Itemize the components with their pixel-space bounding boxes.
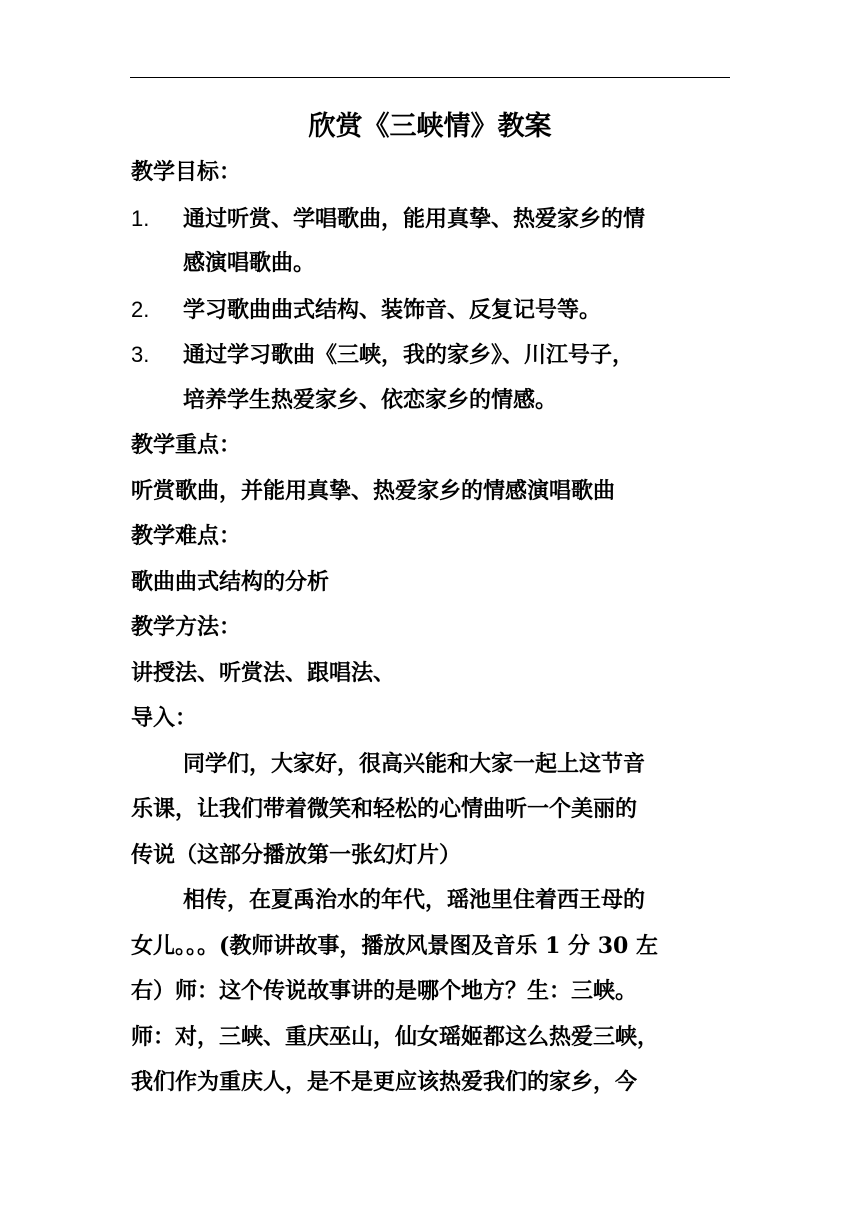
- intro-line: 乐课，让我们带着微笑和轻松的心情曲听一个美丽的: [131, 796, 638, 822]
- objectives-heading: 教学目标：: [131, 159, 242, 185]
- intro-line: 我们作为重庆人，是不是更应该热爱我们的家乡，今: [131, 1069, 638, 1095]
- document-title: 欣赏《三峡情》教案: [308, 111, 552, 142]
- intro-heading: 导入：: [131, 705, 198, 731]
- objective-number: 3.: [131, 342, 150, 367]
- objective-text: 通过学习歌曲《三峡，我的家乡》、川江号子，: [183, 342, 635, 368]
- header-rule: [130, 77, 730, 78]
- key-point-heading: 教学重点：: [131, 432, 242, 458]
- method-heading: 教学方法：: [131, 614, 242, 640]
- document-body: [131, 150, 731, 1106]
- objective-number: 2.: [131, 296, 150, 322]
- difficulty-text: 歌曲曲式结构的分析: [131, 568, 330, 595]
- objective-item-3-continuation: 培养学生热爱家乡、依恋家乡的情感。: [183, 386, 558, 413]
- intro-line: 女儿。。。(教师讲故事，播放风景图及音乐 1 分 30 左: [131, 932, 658, 959]
- objective-item-2: [131, 287, 731, 333]
- intro-line: 相传，在夏禹治水的年代，瑶池里住着西王母的: [183, 887, 646, 913]
- intro-line: 师：对，三峡、重庆巫山，仙女瑶姬都这么热爱三峡，: [131, 1023, 660, 1050]
- objective-item-1: [131, 196, 731, 242]
- key-point-text: 听赏歌曲，并能用真挚、热爱家乡的情感演唱歌曲: [131, 477, 616, 504]
- objective-item-3: [131, 332, 731, 378]
- objective-text: 通过听赏、学唱歌曲，能用真挚、热爱家乡的情: [183, 205, 646, 232]
- objective-item-1-continuation: 感演唱歌曲。: [183, 250, 316, 276]
- intro-line: 传说（这部分播放第一张幻灯片）: [131, 841, 462, 868]
- intro-line: 右）师：这个传说故事讲的是哪个地方？生：三峡。: [131, 978, 638, 1004]
- method-text: 讲授法、听赏法、跟唱法、: [131, 659, 396, 686]
- intro-line: 同学们，大家好，很高兴能和大家一起上这节音: [183, 750, 646, 777]
- objective-text: 学习歌曲曲式结构、装饰音、反复记号等。: [183, 296, 602, 323]
- objective-number: 1.: [131, 205, 150, 231]
- difficulty-heading: 教学难点：: [131, 523, 242, 549]
